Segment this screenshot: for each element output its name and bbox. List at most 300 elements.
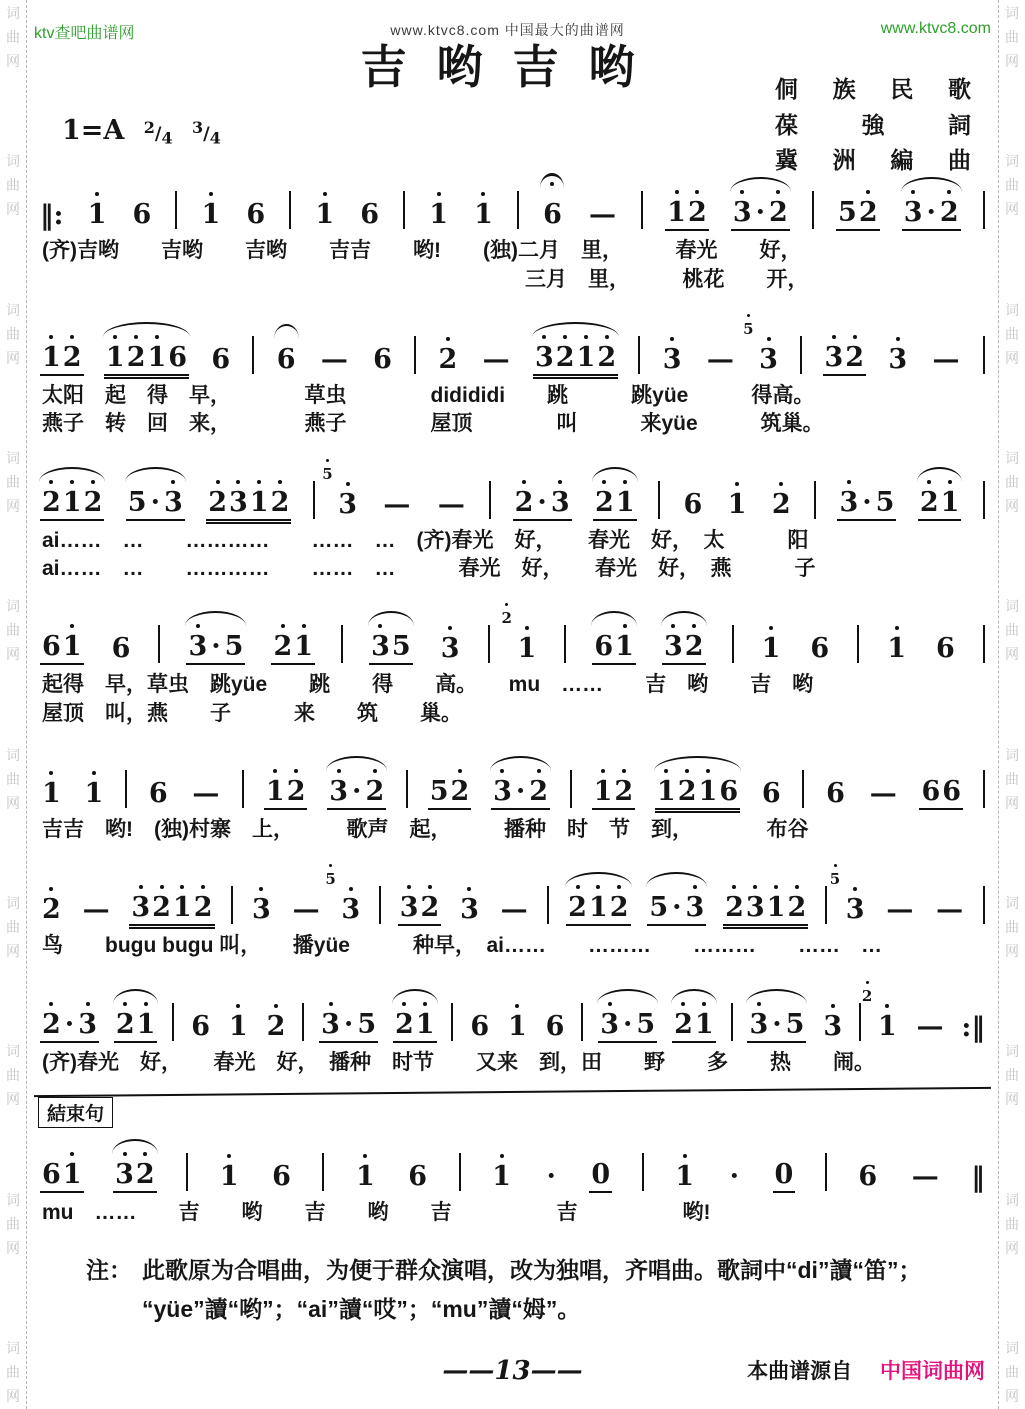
note-cell	[428, 775, 472, 810]
note-glyphs	[380, 488, 413, 521]
note-cell	[919, 775, 963, 810]
note-digit: 6	[594, 631, 614, 663]
side-watermark	[999, 6, 1025, 68]
note-digit: 5	[875, 486, 895, 518]
note-glyphs	[480, 343, 513, 376]
note-glyphs	[808, 635, 831, 665]
note-digit: 1	[588, 892, 608, 924]
barline	[158, 625, 160, 663]
watermark-char: 网	[1005, 349, 1019, 366]
augmentation-dot: ·	[772, 1008, 782, 1040]
barline	[125, 770, 127, 808]
note-cell	[130, 201, 153, 231]
note-digit: 2	[771, 488, 791, 520]
barline	[313, 481, 315, 519]
note-cell	[393, 1008, 437, 1043]
note-glyphs	[883, 896, 916, 926]
note-glyphs	[428, 775, 472, 810]
note-glyphs	[533, 341, 618, 376]
note-glyphs	[40, 1008, 99, 1043]
grace-note	[742, 320, 754, 338]
watermark-char: 网	[1005, 1091, 1019, 1108]
note-digit: 2	[152, 892, 171, 924]
barline	[547, 886, 549, 924]
note-glyphs	[265, 1010, 288, 1043]
note-cell	[821, 1010, 844, 1043]
note-glyphs	[592, 633, 636, 665]
note-glyphs	[885, 635, 908, 665]
note-glyphs	[760, 635, 783, 665]
dash-note: —	[916, 1010, 944, 1042]
note-digit: 6	[42, 631, 61, 663]
note-digit: 3	[824, 341, 844, 373]
side-watermark	[0, 1341, 26, 1403]
side-watermark	[0, 599, 26, 661]
side-watermark	[999, 599, 1025, 661]
barline	[322, 1153, 324, 1191]
note-digit: 3	[839, 486, 859, 518]
note-digit: 3	[229, 486, 248, 518]
repeat-begin-sign: ‖:	[40, 200, 64, 232]
note-cell	[836, 199, 880, 231]
note-glyphs	[934, 635, 957, 665]
note-digit: 2	[725, 892, 744, 924]
note-digit: 3	[662, 343, 682, 375]
note-digit: 1	[294, 631, 314, 663]
note-glyphs	[542, 1160, 559, 1193]
ending-phrase-label: 結束句	[38, 1097, 113, 1128]
notes-row	[34, 858, 991, 932]
barline	[732, 625, 734, 663]
note-glyphs	[271, 633, 315, 665]
watermark-char: 网	[1005, 201, 1019, 218]
site-url-link[interactable]: www.ktvc8.com	[880, 20, 991, 37]
side-watermark	[0, 6, 26, 68]
note-cell	[909, 1160, 942, 1193]
note-cell	[665, 199, 709, 231]
note-digit: 6	[211, 343, 231, 375]
note-cell	[40, 1008, 99, 1043]
note-cell	[327, 775, 386, 810]
barline	[983, 886, 985, 924]
note-cell	[837, 486, 896, 521]
note-digit: 3	[534, 341, 554, 373]
note-digit: 3	[399, 892, 419, 924]
note-glyphs	[681, 488, 704, 521]
note-glyphs	[244, 201, 267, 231]
note-glyphs	[490, 1160, 513, 1193]
grace-note	[829, 870, 841, 888]
note-glyphs	[218, 1160, 241, 1193]
watermark-char: 网	[1005, 646, 1019, 663]
note-digit: 2	[597, 341, 617, 373]
note-cell	[704, 343, 737, 376]
side-watermark	[0, 1193, 26, 1255]
note-cell	[647, 894, 706, 926]
note-digit: 1	[887, 633, 907, 665]
note-glyphs	[876, 1010, 899, 1043]
note-digit: 1	[315, 199, 335, 231]
augmentation-dot: ·	[211, 631, 221, 663]
dash-note: —	[82, 894, 110, 926]
watermark-char: 网	[1005, 1387, 1019, 1404]
note-digit: 6	[246, 199, 266, 231]
watermark-char: 曲	[6, 29, 20, 45]
note-glyphs	[110, 635, 133, 665]
note-cell	[189, 1010, 212, 1043]
note-cell	[40, 341, 84, 376]
note-digit: 1	[615, 486, 635, 518]
note-digit: 3	[252, 894, 271, 926]
note-digit: 2	[286, 775, 306, 807]
note-digit: 2	[684, 631, 704, 663]
note-digit: 1	[727, 488, 747, 520]
note-digit: 1	[593, 775, 613, 807]
watermark-char: 网	[6, 53, 20, 69]
side-watermark	[999, 1044, 1025, 1106]
watermark-char: 曲	[6, 918, 20, 935]
note-glyphs	[544, 1010, 567, 1043]
note-digit: 5	[224, 631, 244, 663]
note-glyphs	[313, 201, 336, 231]
note-cell	[275, 343, 298, 376]
note-digit: 2	[365, 775, 385, 807]
note-digit: 3	[903, 197, 923, 229]
barline	[175, 191, 177, 229]
note-digit: 6	[810, 633, 830, 665]
note-cell	[318, 343, 351, 376]
watermark-char: 曲	[1005, 770, 1019, 787]
note-cell	[498, 896, 531, 926]
augmentation-dot: ·	[64, 1008, 75, 1040]
note-cell	[86, 201, 109, 231]
note-cell	[490, 1160, 513, 1193]
note-digit: 6	[42, 1158, 61, 1190]
note-digit: 3	[600, 1008, 620, 1040]
note-digit: 1	[42, 777, 61, 809]
lyric-line: mu …… 吉 哟 吉 哟 吉 吉 哟!	[42, 1200, 711, 1224]
note-cell	[40, 486, 104, 521]
barline	[658, 481, 660, 519]
barline	[289, 191, 291, 229]
note-digit: 2	[845, 341, 865, 373]
note-glyphs	[189, 777, 222, 810]
note-digit: 5	[829, 870, 841, 889]
note-glyphs	[491, 775, 550, 810]
watermark-char: 网	[6, 1091, 20, 1108]
side-watermark	[0, 1044, 26, 1106]
note-glyphs	[40, 341, 84, 376]
note-digit: 3	[663, 631, 683, 663]
song-title: 吉哟吉哟	[360, 42, 665, 93]
note-glyphs	[113, 1158, 157, 1193]
note-digit: 1	[508, 1010, 527, 1042]
note-cell	[435, 488, 468, 521]
watermark-char: 网	[6, 646, 20, 663]
note-cell	[861, 986, 899, 1043]
note-digit: 2	[529, 775, 549, 807]
note-digit: 6	[148, 777, 168, 809]
note-digit: 3	[845, 894, 865, 926]
note-digit: 1	[667, 197, 686, 229]
side-watermark	[999, 451, 1025, 513]
side-watermark	[0, 896, 26, 958]
watermark-char: 曲	[1005, 29, 1019, 45]
note-digit: 3	[131, 892, 151, 924]
note-cell	[655, 775, 740, 810]
note-digit: 3	[732, 197, 752, 229]
watermark-char: 曲	[1005, 1215, 1019, 1232]
note-glyphs	[406, 1160, 429, 1193]
note-glyphs	[327, 775, 386, 810]
watermark-char: 曲	[6, 1363, 20, 1380]
note-cell	[593, 486, 637, 521]
note-cell	[472, 201, 495, 231]
notation-system	[34, 597, 991, 728]
watermark-char: 网	[1005, 497, 1019, 514]
note-cell	[885, 635, 908, 665]
note-digit: 6	[826, 777, 845, 809]
note-digit: 3	[685, 892, 705, 924]
note-digit: 6	[470, 1010, 490, 1042]
note-cell	[726, 488, 749, 521]
note-digit: 2	[919, 486, 939, 518]
barline	[302, 1003, 304, 1041]
barline	[825, 1153, 827, 1191]
watermark-char: 网	[1005, 53, 1019, 69]
augmentation-dot: ·	[755, 197, 766, 229]
note-cell	[918, 486, 962, 521]
note-cell	[83, 777, 106, 810]
note-digit: 5	[325, 870, 336, 889]
note-glyphs	[933, 896, 966, 926]
note-digit: 5	[391, 631, 411, 663]
note-digit: 2	[42, 894, 61, 926]
note-glyphs	[354, 1160, 377, 1193]
note-digit: 1	[517, 633, 537, 665]
note-digit: 1	[766, 892, 786, 924]
note-digit: 3	[164, 486, 183, 518]
note-glyphs	[498, 896, 531, 926]
note-glyphs	[40, 486, 104, 521]
note-cell	[542, 1160, 559, 1193]
watermark-char: 词	[1005, 449, 1019, 466]
note-cell	[40, 777, 63, 810]
note-digit: 2	[42, 486, 61, 518]
note-digit: 2	[514, 486, 534, 518]
note-glyphs	[824, 777, 847, 810]
note-digit: 6	[360, 199, 379, 231]
note-digit: 2	[501, 609, 512, 628]
notation-system	[34, 858, 991, 960]
note-glyphs	[662, 633, 706, 665]
side-watermark	[0, 748, 26, 810]
tonic-label: 1=A	[62, 115, 125, 146]
barline	[341, 625, 343, 663]
note-digit: 6	[761, 777, 781, 809]
note-cell	[209, 343, 232, 376]
note-glyphs	[104, 341, 189, 376]
lyric-line: ai…… … ………… …… … 春光 好， 春光 好， 燕 子	[42, 556, 816, 580]
note-cell	[186, 633, 245, 665]
note-cell	[886, 343, 909, 376]
note-glyphs	[468, 1010, 491, 1043]
source-attribution	[747, 1355, 985, 1385]
note-glyphs	[856, 1160, 879, 1193]
note-digit: 2	[420, 892, 440, 924]
barline	[800, 336, 802, 374]
watermark-char: 词	[1005, 301, 1019, 318]
barline	[252, 336, 254, 374]
note-cell	[319, 1008, 378, 1043]
note-cell	[437, 343, 460, 376]
note-cell	[371, 343, 394, 376]
note-cell	[313, 201, 336, 231]
watermark-char: 曲	[1005, 918, 1019, 935]
note-cell	[206, 486, 291, 521]
note-digit: 3	[78, 1008, 97, 1040]
watermark-char: 词	[6, 5, 20, 21]
note-glyphs	[114, 1008, 158, 1043]
lyric-line: ai…… … ………… …… … (齐)春光 好， 春光 好， 太 阳	[42, 528, 809, 552]
barline	[642, 1153, 644, 1191]
note-cell	[808, 635, 831, 665]
note-glyphs	[83, 777, 106, 810]
barline	[489, 481, 491, 519]
dash-note: —	[320, 343, 348, 375]
side-watermark	[999, 1341, 1025, 1403]
note-digit: 5	[357, 1008, 377, 1040]
note-digit: 3	[371, 631, 390, 663]
note-cell	[506, 1010, 529, 1043]
source-site-link[interactable]: 中国词曲网	[880, 1360, 985, 1383]
note-digit: 3	[341, 894, 361, 926]
note-digit: 3	[745, 892, 765, 924]
watermark-char: 网	[6, 497, 20, 514]
note-digit: 2	[62, 341, 82, 373]
note-digit: 2	[939, 197, 959, 229]
note-cell	[322, 464, 359, 521]
dash-note: —	[482, 343, 510, 375]
note-glyphs	[655, 775, 740, 810]
note-prefix: 注：	[86, 1257, 132, 1284]
left-watermark-strip	[0, 0, 27, 1409]
watermark-char: 曲	[1005, 177, 1019, 194]
note-digit: 2	[438, 343, 458, 375]
watermark-char: 网	[6, 942, 20, 959]
note-digit: 1	[172, 892, 192, 924]
note-digit: 1	[62, 631, 82, 663]
note-glyphs	[439, 635, 462, 665]
note-digit: 1	[62, 486, 82, 518]
note-cell	[598, 1008, 657, 1043]
final-barline: ‖	[971, 1161, 985, 1193]
notes-row	[34, 1125, 991, 1199]
note-digit: 1	[147, 341, 167, 373]
side-watermark	[999, 303, 1025, 365]
note-glyphs	[731, 199, 790, 231]
credits-block	[775, 72, 971, 179]
note-glyphs	[586, 201, 619, 231]
note-digit: 1	[675, 1160, 695, 1192]
score-content	[34, 0, 991, 1386]
note-glyphs	[336, 488, 359, 521]
watermark-char: 曲	[1005, 325, 1019, 342]
note-cell	[218, 1160, 241, 1193]
note-glyphs	[647, 894, 706, 926]
note-digit: 3	[115, 1158, 134, 1190]
note-cell	[126, 486, 185, 521]
note-digit: 6	[373, 343, 392, 375]
note-cell	[867, 777, 900, 810]
note-glyphs	[919, 775, 963, 810]
note-digit: 2	[42, 1008, 61, 1040]
note-cell	[829, 870, 867, 926]
note-glyphs	[770, 488, 793, 521]
source-label: 本曲谱源自	[747, 1360, 853, 1383]
note-digit: 6	[936, 633, 955, 665]
note-digit: 2	[208, 486, 227, 518]
note-glyphs	[665, 199, 709, 231]
note-digit: 0	[591, 1158, 611, 1190]
note-cell	[672, 1008, 716, 1043]
note-glyphs	[918, 486, 962, 521]
note-glyphs	[206, 486, 291, 521]
watermark-char: 曲	[6, 325, 20, 342]
note-glyphs	[270, 1160, 293, 1193]
note-digit: 1	[429, 199, 448, 231]
note-cell	[823, 341, 867, 376]
note-glyphs	[704, 343, 737, 376]
note-glyphs	[773, 1158, 796, 1193]
note-glyphs	[672, 1008, 716, 1043]
note-cell	[856, 1160, 879, 1193]
dash-note: —	[437, 488, 465, 520]
note-cell	[773, 1158, 796, 1193]
note-cell	[934, 635, 957, 665]
note-cell	[533, 341, 618, 376]
note-digit: 6	[276, 343, 296, 375]
note-digit: 1	[355, 1160, 375, 1192]
note-glyphs	[264, 775, 308, 810]
note-digit: 2	[858, 197, 878, 229]
note-digit: 1	[940, 486, 960, 518]
note-cell	[673, 1160, 696, 1193]
right-watermark-strip	[998, 0, 1025, 1409]
barline	[983, 191, 985, 229]
note-digit: 1	[219, 1160, 239, 1192]
watermark-char: 曲	[6, 1215, 20, 1232]
note-glyphs	[929, 343, 962, 376]
note-glyphs	[760, 777, 783, 810]
augmentation-dot: ·	[672, 892, 682, 924]
note-digit: 6	[683, 488, 703, 520]
note-digit: 1	[87, 199, 107, 231]
note-digit: 2	[126, 341, 146, 373]
site-name-link[interactable]: ktv查吧曲谱网	[34, 25, 135, 42]
note-glyphs	[250, 896, 273, 926]
note-digit: 1	[761, 633, 781, 665]
barline	[983, 625, 985, 663]
note-cell	[592, 633, 636, 665]
note-digit: 6	[408, 1160, 428, 1192]
note-glyphs	[757, 343, 780, 376]
note-cell	[743, 319, 780, 376]
barline	[403, 191, 405, 229]
note-cell	[40, 896, 63, 926]
note-glyphs	[371, 343, 394, 376]
note-digit: 6	[719, 775, 739, 807]
